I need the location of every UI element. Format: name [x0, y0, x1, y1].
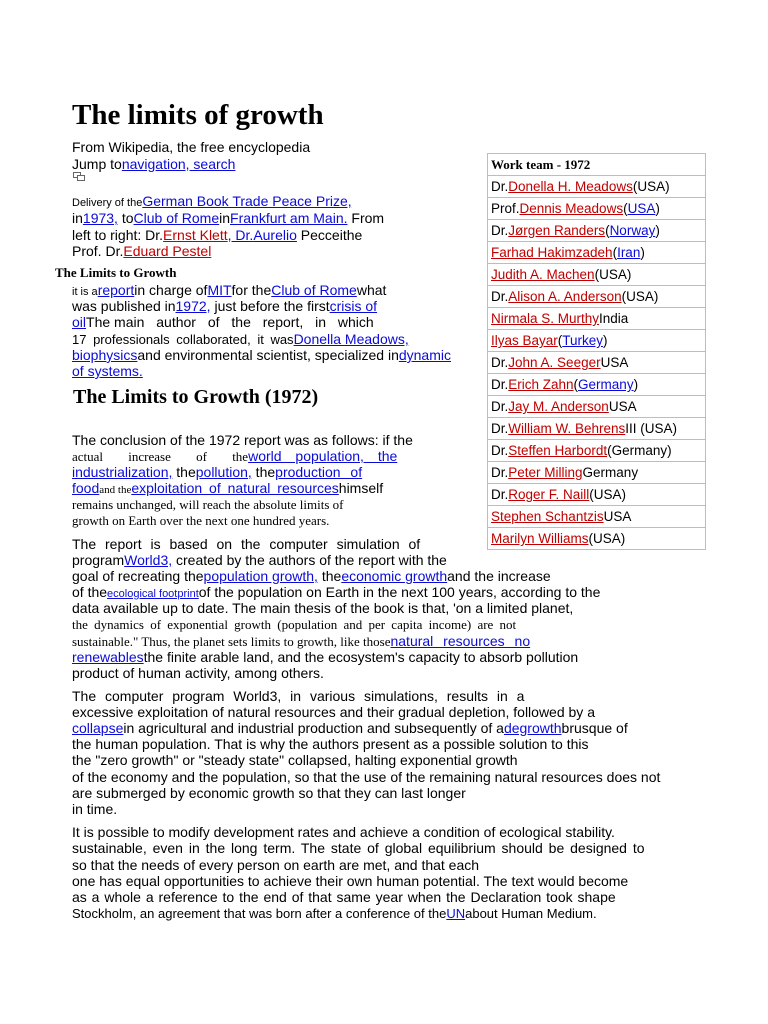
team-member-cell	[488, 198, 706, 220]
book-line-3	[72, 314, 482, 330]
page-title: The limits of growth	[72, 99, 324, 131]
team-row	[488, 220, 706, 242]
member-country-link[interactable]: Turkey	[562, 333, 604, 348]
conc-line-4	[72, 480, 383, 496]
paren: )	[665, 179, 670, 194]
eduard-pestel-link[interactable]: Eduard Pestel	[123, 243, 212, 259]
member-country: USA	[637, 179, 666, 194]
book-text: just before the first	[210, 298, 330, 314]
p3-line-5: the "zero growth" or "steady state" collapsed, halting exponential growth	[72, 752, 518, 768]
conc-line-3	[72, 464, 362, 480]
world-population-link[interactable]: world population, the	[248, 448, 398, 464]
p3-line-2: excessive exploitation of natural resources and their gradual depletion, followed by a	[72, 704, 595, 720]
book-text: 17 professionals collaborated, it was	[72, 332, 294, 347]
food-link[interactable]: food	[72, 480, 100, 496]
team-member-cell	[488, 352, 706, 374]
team-row	[488, 396, 706, 418]
p2-line-4	[72, 584, 600, 600]
pollution-link[interactable]: pollution,	[195, 464, 252, 480]
collapse-link[interactable]: collapse	[72, 720, 124, 736]
mit-link[interactable]: MIT	[207, 282, 232, 298]
p2-text: created by the authors of the report with the	[172, 552, 447, 568]
p4-line-2: sustainable, even in the long term. The state of global equilibrium should be designed to	[72, 840, 645, 856]
member-name-link[interactable]: Judith A. Machen	[491, 267, 595, 282]
member-name-link[interactable]: Nirmala S. Murthy	[491, 311, 600, 326]
p4-line-3: so that the needs of every person on earth are met, and that each	[72, 857, 480, 873]
p2-text: and the increase	[447, 568, 551, 584]
member-country: USA	[599, 267, 627, 282]
paren: (	[612, 245, 618, 260]
economic-growth-link[interactable]: economic growth	[341, 568, 448, 584]
member-country-link[interactable]: Germany	[578, 377, 634, 392]
team-member-cell	[488, 506, 706, 528]
p2-line-3	[72, 568, 551, 584]
team-row	[488, 352, 706, 374]
caption-line-4	[72, 243, 211, 259]
conc-line-5: remains unchanged, will reach the absolute limits of	[72, 497, 344, 512]
p4-line-6	[72, 906, 597, 921]
caption-text: to	[117, 210, 134, 226]
biophysics-link[interactable]: biophysics	[72, 347, 138, 363]
paren: (	[594, 267, 600, 282]
book-text: the	[251, 282, 272, 298]
member-name-link[interactable]: Jay M. Anderson	[508, 399, 609, 414]
team-member-cell	[488, 418, 706, 440]
ernst-klett-link[interactable]: Ernst Klett	[163, 227, 228, 243]
paren: (	[621, 289, 627, 304]
work-team-body	[488, 154, 706, 550]
team-member-cell	[488, 308, 706, 330]
caption-text: in	[72, 210, 83, 226]
p2-line-8	[72, 649, 578, 665]
conc-text: the	[251, 464, 276, 480]
book-line-2	[72, 298, 377, 314]
book-heading: The Limits to Growth	[55, 265, 177, 280]
world3-link[interactable]: World3,	[124, 552, 173, 568]
member-country: USA	[608, 399, 637, 414]
paren: )	[626, 267, 632, 282]
donella-meadows-link[interactable]: Donella Meadows,	[293, 331, 409, 347]
p4-text: about Human Medium.	[465, 906, 597, 921]
of-systems-link[interactable]: of systems.	[72, 363, 143, 379]
book-line-5	[72, 347, 451, 363]
member-title: Dr.	[491, 377, 509, 392]
book-line-4	[72, 331, 409, 347]
member-country: (USA)	[588, 531, 626, 546]
paren: )	[640, 245, 645, 260]
team-member-cell	[488, 286, 706, 308]
p2-text: of the	[72, 584, 108, 600]
p2-text: sustainable." Thus, the planet sets limits to growth, like those	[72, 634, 391, 649]
food-production-link[interactable]: production of	[275, 464, 363, 480]
team-row	[488, 330, 706, 352]
ecological-footprint-link[interactable]: ecological footprint	[107, 588, 199, 600]
p2-text: of the population on Earth in the next 100 years, according to the	[198, 584, 601, 600]
member-name-link[interactable]: Marilyn Williams	[491, 531, 589, 546]
p4-text: Stockholm, an agreement that was born after a conference of the	[72, 906, 447, 921]
work-team-table	[487, 153, 706, 550]
conc-line-6: growth on Earth over the next one hundred years.	[72, 513, 330, 528]
paren: (	[605, 223, 610, 238]
member-title: Dr.	[491, 443, 509, 458]
team-member-cell	[488, 242, 706, 264]
section-heading-1972: The Limits to Growth (1972)	[73, 386, 319, 408]
paren: (	[557, 333, 563, 348]
p3-line-1: The computer program World3, in various simulations, results in a	[72, 688, 525, 704]
conc-line-1: The conclusion of the 1972 report was as follows: if the	[72, 432, 413, 448]
book-text: what	[356, 282, 387, 298]
member-country: (Germany)	[607, 443, 672, 458]
team-row	[488, 440, 706, 462]
p4-line-5: as a whole a reference to the end of that same year when the Declaration took shape	[72, 889, 616, 905]
team-row	[488, 506, 706, 528]
team-member-cell	[488, 330, 706, 352]
source-note: From Wikipedia, the free encyclopedia	[72, 139, 311, 155]
year-1972-link[interactable]: 1972,	[175, 298, 211, 314]
p2-line-9: product of human activity, among others.	[72, 665, 324, 681]
team-member-cell	[488, 396, 706, 418]
member-title: Dr.	[491, 179, 509, 194]
caption-line-1	[72, 193, 352, 209]
team-row	[488, 308, 706, 330]
conc-text: himself	[338, 480, 384, 496]
p2-text: the	[317, 568, 342, 584]
paren: )	[655, 223, 660, 238]
member-name-link[interactable]: Steffen Harbordt	[508, 443, 608, 458]
book-text: and environmental scientist, specialized in	[137, 347, 399, 363]
member-name-link[interactable]: Dennis Meadows	[519, 201, 624, 216]
team-row	[488, 484, 706, 506]
book-line-6	[72, 363, 143, 379]
jump-links	[72, 156, 235, 172]
population-growth-link[interactable]: population growth,	[203, 568, 318, 584]
member-title: Dr.	[491, 399, 509, 414]
member-name-link[interactable]: Alison A. Anderson	[508, 289, 622, 304]
paren: )	[655, 201, 660, 216]
club-of-rome-link[interactable]: Club of Rome	[133, 210, 220, 226]
p3-line-6: of the economy and the population, so that the use of the remaining natural resources does not	[72, 769, 661, 785]
member-country: USA	[600, 355, 629, 370]
conc-line-2	[72, 448, 397, 465]
p4-line-4: one has equal opportunities to achieve their own human potential. The text would become	[72, 873, 629, 889]
member-title: Dr.	[491, 289, 509, 304]
book-text: The	[86, 314, 115, 330]
p2-line-2	[72, 552, 447, 568]
p2-line-7	[72, 633, 530, 650]
member-country-link[interactable]: USA	[627, 201, 656, 216]
caption-text: Delivery of the	[72, 197, 143, 209]
member-country: USA	[603, 509, 632, 524]
paren: (	[623, 201, 628, 216]
p4-line-1: It is possible to modify development rates and achieve a condition of ecological stability.	[72, 824, 615, 840]
system-dynamics-link[interactable]: dynamic	[398, 347, 451, 363]
member-title: Prof.	[491, 201, 520, 216]
caption-text: , Dr.	[227, 227, 254, 243]
member-title: Dr.	[491, 421, 509, 436]
member-country: India	[599, 311, 629, 326]
industrialization-link[interactable]: industrialization,	[72, 464, 173, 480]
team-member-cell	[488, 176, 706, 198]
caption-line-2	[72, 210, 384, 226]
member-name-link[interactable]: Erich Zahn	[508, 377, 574, 392]
team-row	[488, 198, 706, 220]
member-country: (USA)	[589, 487, 627, 502]
caption-line-3	[72, 227, 362, 243]
work-team-header-row	[488, 154, 706, 176]
conc-text: actual increase of the	[72, 449, 249, 464]
book-text: main author of the report, in which	[114, 314, 374, 330]
caption-text: the	[342, 227, 363, 243]
caption-text: Peccei	[296, 227, 343, 243]
member-name-link[interactable]: Roger F. Naill	[508, 487, 590, 502]
team-member-cell	[488, 462, 706, 484]
member-title: Dr.	[491, 465, 509, 480]
member-name-link[interactable]: Stephen Schantzis	[491, 509, 604, 524]
team-member-cell	[488, 484, 706, 506]
paren: (	[573, 377, 579, 392]
p2-text: program	[72, 552, 125, 568]
p2-text: the finite arable land, and the ecosystem's capacity to absorb pollution	[143, 649, 579, 665]
team-row	[488, 374, 706, 396]
member-title: Dr.	[491, 487, 509, 502]
team-row	[488, 242, 706, 264]
image-enlarge-icon[interactable]	[73, 172, 85, 181]
caption-text: left to right: Dr.	[72, 227, 164, 243]
p3-text: brusque of	[561, 720, 628, 736]
team-member-cell	[488, 264, 706, 286]
year-1973-link[interactable]: 1973,	[82, 210, 118, 226]
report-link[interactable]: report	[97, 282, 135, 298]
team-member-cell	[488, 440, 706, 462]
member-title: Dr.	[491, 223, 509, 238]
search-link[interactable]: search	[189, 156, 236, 172]
member-country: USA	[626, 289, 654, 304]
team-row	[488, 528, 706, 550]
paren: )	[603, 333, 608, 348]
team-row	[488, 286, 706, 308]
team-row	[488, 176, 706, 198]
renewables-link[interactable]: renewables	[72, 649, 144, 665]
p2-line-1: The report is based on the computer simulation of	[72, 536, 421, 552]
oil-link[interactable]: oil	[72, 314, 87, 330]
caption-text: From	[347, 210, 385, 226]
member-name-link[interactable]: William W. Behrens	[508, 421, 626, 436]
member-name-link[interactable]: Donella H. Meadows	[508, 179, 633, 194]
member-name-link[interactable]: John A. Seeger	[508, 355, 601, 370]
member-country: III (USA)	[625, 421, 678, 436]
un-link[interactable]: UN	[446, 906, 466, 921]
team-member-cell	[488, 374, 706, 396]
p3-line-7: are submerged by economic growth so that they can last longer	[72, 785, 466, 801]
p2-text: goal of recreating the	[72, 568, 204, 584]
team-member-cell	[488, 220, 706, 242]
member-name-link[interactable]: Ilyas Bayar	[491, 333, 558, 348]
frankfurt-link[interactable]: Frankfurt am Main.	[230, 210, 348, 226]
caption-text: Prof. Dr.	[72, 243, 124, 259]
book-text: for	[231, 282, 252, 298]
team-row	[488, 264, 706, 286]
conc-text: and the	[99, 484, 132, 496]
book-text: was published in	[72, 298, 176, 314]
peace-prize-link[interactable]: German Book Trade Peace Prize,	[142, 193, 352, 209]
book-text: in charge of	[134, 282, 208, 298]
paren: )	[653, 289, 659, 304]
member-country: Germany	[582, 465, 639, 480]
p3-text: in agricultural and industrial production and subsequently of a	[123, 720, 504, 736]
caption-text: in	[219, 210, 231, 226]
jump-prefix: Jump to	[72, 156, 122, 172]
book-line-1	[72, 282, 386, 298]
member-country-link[interactable]: Iran	[617, 245, 641, 260]
team-member-cell	[488, 528, 706, 550]
nonrenewable-resources-link[interactable]: natural resources no	[390, 633, 531, 649]
member-title: Dr.	[491, 355, 509, 370]
p2-line-6: the dynamics of exponential growth (population and per capita income) are not	[72, 617, 517, 632]
aurelio-link[interactable]: Aurelio	[253, 227, 297, 243]
club-of-rome-link-2[interactable]: Club of Rome	[271, 282, 357, 298]
resource-exploitation-link[interactable]: exploitation of natural resources	[131, 480, 339, 496]
oil-crisis-link[interactable]: crisis of	[329, 298, 378, 314]
team-row	[488, 418, 706, 440]
p2-line-5: data available up to date. The main thesis of the book is that, 'on a limited planet,	[72, 600, 574, 616]
p3-line-8: in time.	[72, 801, 118, 817]
paren: )	[633, 377, 639, 392]
member-country-link[interactable]: Norway	[609, 223, 656, 238]
member-name-link[interactable]: Peter Milling	[508, 465, 583, 480]
p3-line-4: the human population. That is why the authors present as a possible solution to this	[72, 736, 589, 752]
degrowth-link[interactable]: degrowth	[503, 720, 562, 736]
work-team-header: Work team - 1972	[488, 154, 706, 176]
member-name-link[interactable]: Jørgen Randers	[508, 223, 606, 238]
p3-line-3	[72, 720, 628, 736]
member-name-link[interactable]: Farhad Hakimzadeh	[491, 245, 613, 260]
team-row	[488, 462, 706, 484]
conc-text: the	[172, 464, 196, 480]
paren: (	[632, 179, 638, 194]
navigation-link[interactable]: navigation,	[121, 156, 190, 172]
book-text: it is a	[72, 286, 98, 298]
